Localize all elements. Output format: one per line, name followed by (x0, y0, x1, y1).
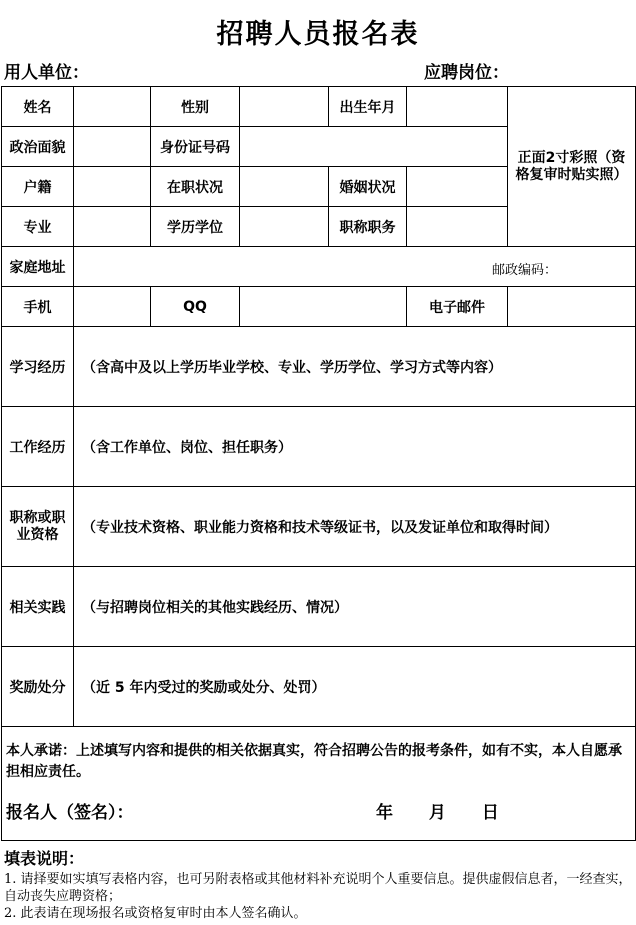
promise-cell (2, 727, 636, 841)
instruction-item: 2. 此表请在现场报名或资格复审时由本人签名确认。 (4, 906, 307, 921)
promise-text: 本人承诺：上述填写内容和提供的相关依据真实，符合招聘公告的报考条件，如有不实，本人自愿承担相应责任。 (6, 743, 622, 780)
practice-label: 相关实践 (2, 567, 74, 647)
political-label: 政治面貌 (2, 127, 74, 167)
marital-label: 婚姻状况 (329, 167, 407, 207)
degree-field[interactable] (240, 207, 329, 247)
qq-label: QQ (151, 287, 240, 327)
major-label: 专业 (2, 207, 74, 247)
qualification-field[interactable]: （专业技术资格、职业能力资格和技术等级证书，以及发证单位和取得时间） (74, 487, 636, 567)
position-label: 应聘岗位： (424, 63, 509, 83)
gender-label: 性别 (151, 87, 240, 127)
study-history-label: 学习经历 (2, 327, 74, 407)
qualification-label: 职称或职业资格 (2, 487, 74, 567)
instruction-item: 1. 请择要如实填写表格内容，也可另附表格或其他材料补充说明个人重要信息。提供虚假信息者，一经查实，自动丧失应聘资格； (4, 872, 632, 904)
title-label: 职称职务 (329, 207, 407, 247)
practice-field[interactable]: （与招聘岗位相关的其他实践经历、情况） (74, 567, 636, 647)
employment-status-field[interactable] (240, 167, 329, 207)
email-field[interactable] (508, 287, 636, 327)
signature-date[interactable]: 年 月 日 (376, 803, 499, 823)
address-label: 家庭地址 (2, 247, 74, 287)
id-number-field[interactable] (240, 127, 508, 167)
mobile-label: 手机 (2, 287, 74, 327)
gender-field[interactable] (240, 87, 329, 127)
title-field[interactable] (407, 207, 508, 247)
employer-label: 用人单位： (4, 63, 89, 83)
signature-row (6, 803, 631, 827)
id-number-label: 身份证号码 (151, 127, 240, 167)
mobile-field[interactable] (74, 287, 151, 327)
photo-box[interactable]: 正面2寸彩照（资格复审时贴实照） (508, 87, 636, 247)
employment-status-label: 在职状况 (151, 167, 240, 207)
email-label: 电子邮件 (407, 287, 508, 327)
birth-label: 出生年月 (329, 87, 407, 127)
birth-field[interactable] (407, 87, 508, 127)
form-title: 招聘人员报名表 (216, 19, 420, 50)
registration-form-table (1, 86, 636, 841)
major-field[interactable] (74, 207, 151, 247)
qq-field[interactable] (240, 287, 407, 327)
work-history-label: 工作经历 (2, 407, 74, 487)
instructions-title: 填表说明： (4, 849, 85, 868)
instructions (4, 846, 634, 922)
name-label: 姓名 (2, 87, 74, 127)
work-history-field[interactable]: （含工作单位、岗位、担任职务） (74, 407, 636, 487)
rewards-label: 奖励处分 (2, 647, 74, 727)
rewards-field[interactable]: （近 5 年内受过的奖励或处分、处罚） (74, 647, 636, 727)
marital-field[interactable] (407, 167, 508, 207)
name-field[interactable] (74, 87, 151, 127)
household-field[interactable] (74, 167, 151, 207)
study-history-field[interactable]: （含高中及以上学历毕业学校、专业、学历学位、学习方式等内容） (74, 327, 636, 407)
degree-label: 学历学位 (151, 207, 240, 247)
signature-label[interactable]: 报名人（签名）： (6, 803, 134, 823)
political-field[interactable] (74, 127, 151, 167)
household-label: 户籍 (2, 167, 74, 207)
postcode-label: 邮政编码： (491, 263, 557, 278)
address-field[interactable] (74, 247, 636, 287)
